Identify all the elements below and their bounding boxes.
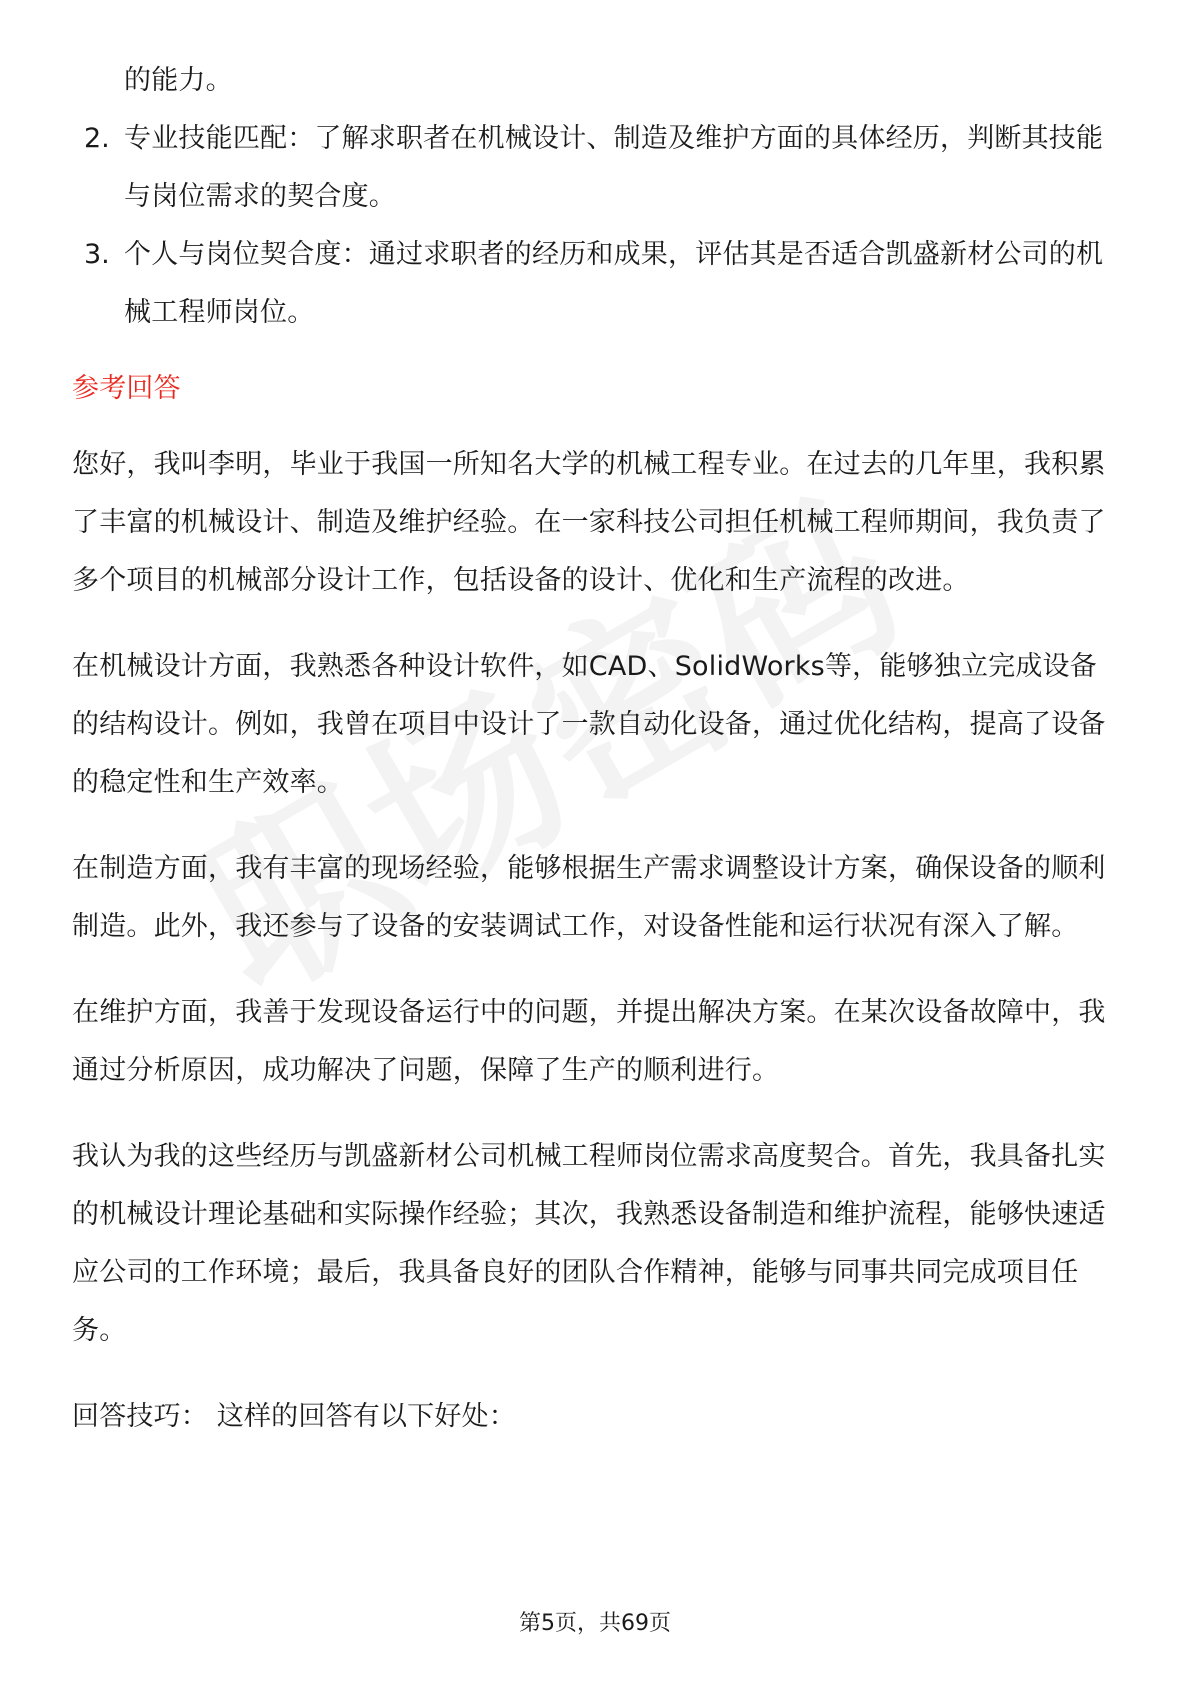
paragraph: 回答技巧： 这样的回答有以下好处： [72,1401,516,1432]
page-footer: 第5页，共69页 [519,1611,671,1636]
criteria-list [72,110,1118,342]
list-item [72,226,1118,342]
list-item-text: 专业技能匹配：了解求职者在机械设计、制造及维护方面的具体经历，判断其技能与岗位需求的契合度。 [124,123,1104,212]
list-item [72,110,1118,226]
paragraph: 在机械设计方面，我熟悉各种设计软件，如CAD、SolidWorks等，能够独立完成设备的结构设计。例如，我曾在项目中设计了一款自动化设备，通过优化结构，提高了设备的稳定性和生产效率。 [72,651,1106,798]
paragraph: 您好，我叫李明，毕业于我国一所知名大学的机械工程专业。在过去的几年里，我积累了丰富的机械设计、制造及维护经验。在一家科技公司担任机械工程师期间，我负责了多个项目的机械部分设计工作，包括设备的设计、优化和生产流程的改进。 [72,449,1106,596]
list-item-text: 个人与岗位契合度：通过求职者的经历和成果，评估其是否适合凯盛新材公司的机械工程师岗位。 [124,239,1104,328]
paragraph: 在维护方面，我善于发现设备运行中的问题，并提出解决方案。在某次设备故障中，我通过分析原因，成功解决了问题，保障了生产的顺利进行。 [72,997,1106,1086]
page-content [72,52,1118,1474]
list-item-number: 3. [84,239,110,270]
section-heading: 参考回答 [72,373,181,404]
paragraph: 我认为我的这些经历与凯盛新材公司机械工程师岗位需求高度契合。首先，我具备扎实的机械设计理论基础和实际操作经验；其次，我熟悉设备制造和维护流程，能够快速适应公司的工作环境；最后，我具备良好的团队合作精神，能够与同事共同完成项目任务。 [72,1141,1106,1346]
paragraph: 在制造方面，我有丰富的现场经验，能够根据生产需求调整设计方案，确保设备的顺利制造。此外，我还参与了设备的安装调试工作，对设备性能和运行状况有深入了解。 [72,853,1106,942]
lead-fragment: 的能力。 [124,65,233,96]
list-item-number: 2. [84,123,110,154]
